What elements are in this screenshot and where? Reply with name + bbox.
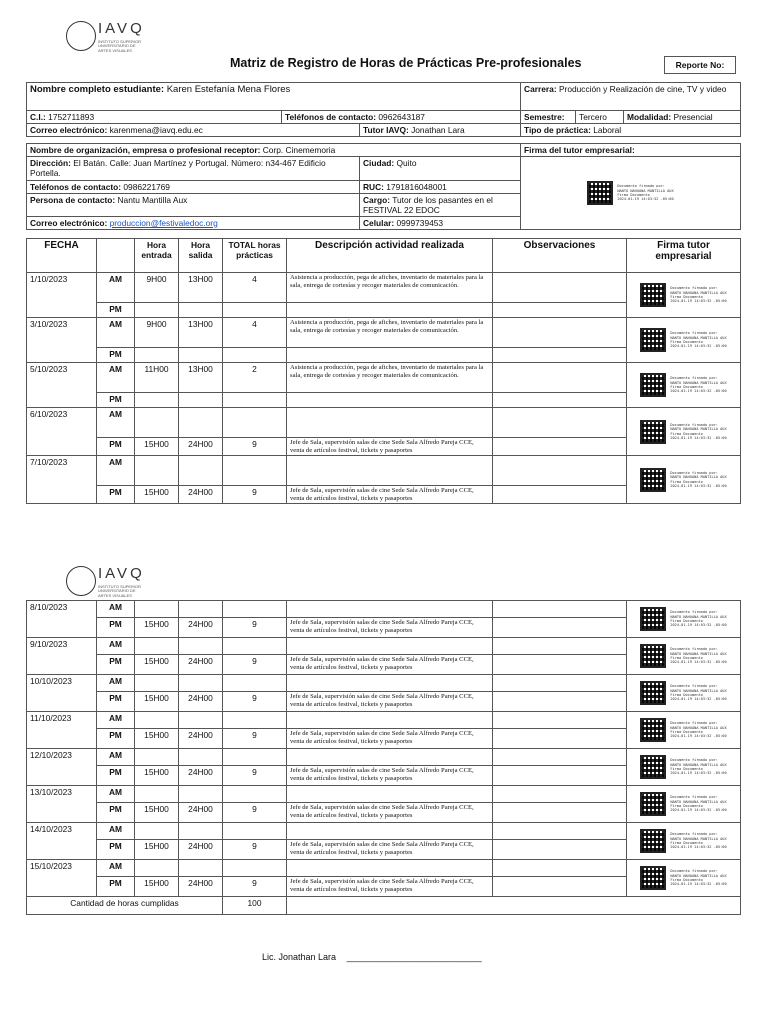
total-hours-cell: 9	[223, 692, 287, 712]
qr-code-icon	[640, 681, 666, 705]
activity-description-cell: Jefe de Sala, supervisión salas de cine Sede Sala Alfredo Pareja CCE, venta de artículos festival, tickets y pasaportes	[287, 729, 493, 749]
exit-time-cell: 24H00	[179, 692, 223, 712]
entry-time-cell: 15H00	[135, 840, 179, 860]
exit-time-cell	[179, 348, 223, 363]
date-cell: 11/10/2023	[27, 712, 97, 749]
table-row	[27, 749, 741, 766]
table-row	[27, 363, 741, 393]
total-hours-cell: 4	[223, 318, 287, 348]
period-cell: PM	[97, 348, 135, 363]
header-entrada: Hora entrada	[135, 239, 179, 273]
logo-emblem-icon	[66, 566, 96, 596]
total-hours-cell	[223, 675, 287, 692]
signature-stamp-text: Documento firmado por: NANTU NAHUANA MANTILLA AUX Firma Documento 2024-01-19 14:03:32 -05:00	[670, 610, 727, 628]
period-cell: AM	[97, 712, 135, 729]
exit-time-cell: 24H00	[179, 877, 223, 897]
total-hours-cell: 9	[223, 766, 287, 786]
digital-signature	[630, 468, 737, 492]
exit-time-cell: 13H00	[179, 318, 223, 348]
tutor-signature-cell	[627, 318, 741, 363]
tutor-signature-cell	[627, 601, 741, 638]
logo-name: IAVQ	[98, 565, 145, 582]
observations-cell	[493, 348, 627, 363]
exit-time-cell: 13H00	[179, 273, 223, 303]
exit-time-cell	[179, 456, 223, 486]
qr-code-icon	[640, 829, 666, 853]
total-hours-cell: 9	[223, 877, 287, 897]
signature-stamp-text: Documento firmado por: NANTU NAHUANA MANTILLA AUX Firma Documento 2024-01-19 14:03:32 -05:00	[670, 795, 727, 813]
student-info-table	[26, 82, 741, 137]
total-hours-cell: 2	[223, 363, 287, 393]
activity-description-cell	[287, 749, 493, 766]
total-hours-cell	[223, 408, 287, 438]
total-row	[27, 897, 741, 915]
total-hours-cell: 9	[223, 618, 287, 638]
org-address-cell: Dirección: El Batán. Calle: Juan Martínez y Portugal. Número: n34-467 Edificio Portella.	[27, 157, 360, 181]
period-cell: PM	[97, 303, 135, 318]
digital-signature	[630, 866, 737, 890]
exit-time-cell: 24H00	[179, 766, 223, 786]
entry-time-cell	[135, 786, 179, 803]
activity-description-cell: Jefe de Sala, supervisión salas de cine Sede Sala Alfredo Pareja CCE, venta de artículos festival, tickets y pasaportes	[287, 486, 493, 504]
report-no-box: Reporte No:	[664, 56, 736, 74]
semester-value: Tercero	[576, 111, 624, 124]
date-cell: 3/10/2023	[27, 318, 97, 363]
exit-time-cell	[179, 638, 223, 655]
observations-cell	[493, 655, 627, 675]
entry-time-cell: 15H00	[135, 486, 179, 504]
qr-code-icon	[640, 607, 666, 631]
entry-time-cell: 9H00	[135, 273, 179, 303]
entry-time-cell	[135, 393, 179, 408]
total-hours-value: 100	[223, 897, 287, 915]
period-cell: AM	[97, 675, 135, 692]
activity-description-cell	[287, 408, 493, 438]
observations-cell	[493, 486, 627, 504]
observations-cell	[493, 638, 627, 655]
org-city-cell: Ciudad: Quito	[360, 157, 521, 181]
total-row-filler	[287, 897, 741, 915]
entry-time-cell	[135, 638, 179, 655]
period-cell: AM	[97, 601, 135, 618]
observations-cell	[493, 618, 627, 638]
exit-time-cell: 24H00	[179, 655, 223, 675]
table-row	[27, 456, 741, 486]
total-hours-label: Cantidad de horas cumplidas	[27, 897, 223, 915]
modality-cell: Modalidad: Presencial	[624, 111, 741, 124]
period-cell: AM	[97, 363, 135, 393]
exit-time-cell	[179, 749, 223, 766]
tutor-signature-cell	[627, 363, 741, 408]
period-cell: AM	[97, 408, 135, 438]
exit-time-cell: 24H00	[179, 438, 223, 456]
qr-code-icon	[640, 328, 666, 352]
student-email-cell: Correo electrónico: karenmena@iavq.edu.ec	[27, 124, 360, 137]
signature-stamp-text: Documento firmado por: NANTU NAHUANA MANTILLA AUX Firma Documento 2024-01-19 14:03:32 -05:00	[670, 684, 727, 702]
period-cell: AM	[97, 860, 135, 877]
footer-signature-line: ___________________________	[346, 952, 482, 962]
date-cell: 15/10/2023	[27, 860, 97, 897]
entry-time-cell	[135, 348, 179, 363]
activity-description-cell: Jefe de Sala, supervisión salas de cine Sede Sala Alfredo Pareja CCE, venta de artículos festival, tickets y pasaportes	[287, 692, 493, 712]
entry-time-cell	[135, 860, 179, 877]
exit-time-cell: 24H00	[179, 618, 223, 638]
tutor-signature-cell	[627, 456, 741, 504]
total-hours-cell: 4	[223, 273, 287, 303]
activity-description-cell: Asistencia a producción, pega de afiches, inventario de materiales para la sala, entrega de cortesías y recoger materiales de comunicación.	[287, 363, 493, 393]
exit-time-cell	[179, 823, 223, 840]
exit-time-cell: 24H00	[179, 840, 223, 860]
total-hours-cell	[223, 823, 287, 840]
entry-time-cell: 15H00	[135, 877, 179, 897]
observations-cell	[493, 675, 627, 692]
period-cell: PM	[97, 393, 135, 408]
entry-time-cell	[135, 675, 179, 692]
entry-time-cell	[135, 408, 179, 438]
activity-description-cell: Jefe de Sala, supervisión salas de cine Sede Sala Alfredo Pareja CCE, venta de artículos festival, tickets y pasaportes	[287, 877, 493, 897]
total-hours-cell: 9	[223, 803, 287, 823]
logo-subtitle: INSTITUTO SUPERIOR UNIVERSITARIO DE ARTES VISUALES	[98, 39, 142, 53]
table-row	[27, 675, 741, 692]
signature-stamp-text: Documento firmado por: NANTU NAHUANA MANTILLA AUX Firma Documento 2024-01-19 14:03:32 -05:00	[670, 647, 727, 665]
header-salida: Hora salida	[179, 239, 223, 273]
period-cell: PM	[97, 729, 135, 749]
tutor-signature-cell	[627, 638, 741, 675]
header-fecha: FECHA	[27, 239, 97, 273]
entry-time-cell: 15H00	[135, 618, 179, 638]
semester-label: Semestre:	[521, 111, 576, 124]
entry-time-cell: 9H00	[135, 318, 179, 348]
tutor-cell: Tutor IAVQ: Jonathan Lara	[360, 124, 521, 137]
table-row	[27, 712, 741, 729]
digital-signature	[630, 373, 737, 397]
observations-cell	[493, 712, 627, 729]
signature-stamp-text: Documento firmado por: NANTU NAHUANA MANTILLA AUX Firma Documento 2024-01-19 14:03:32 -05:00	[670, 721, 727, 739]
footer-signature	[262, 952, 482, 962]
exit-time-cell	[179, 786, 223, 803]
signature-stamp-text: Documento firmado por: NANTU NAHUANA MANTILLA AUX Firma Documento 2024-01-19 14:03:32 -05:00	[670, 422, 727, 441]
activity-description-cell	[287, 712, 493, 729]
qr-code-icon	[640, 755, 666, 779]
digital-signature	[630, 718, 737, 742]
signature-stamp-text: Documento firmado por: NANTU NAHUANA MANTILLA AUX Firma Documento 2024-01-19 14:03:32 -05:00	[670, 869, 727, 887]
exit-time-cell	[179, 303, 223, 318]
period-cell: AM	[97, 456, 135, 486]
observations-cell	[493, 303, 627, 318]
period-cell: PM	[97, 692, 135, 712]
activity-description-cell	[287, 860, 493, 877]
qr-code-icon	[640, 283, 666, 307]
observations-cell	[493, 786, 627, 803]
entry-time-cell	[135, 303, 179, 318]
org-name-cell: Nombre de organización, empresa o profesional receptor: Corp. Cinememoria	[27, 144, 521, 157]
activity-description-cell	[287, 456, 493, 486]
exit-time-cell	[179, 601, 223, 618]
observations-cell	[493, 840, 627, 860]
observations-cell	[493, 393, 627, 408]
tutor-signature-cell	[627, 786, 741, 823]
date-cell: 5/10/2023	[27, 363, 97, 408]
footer-signer-name: Lic. Jonathan Lara	[262, 952, 337, 962]
date-cell: 10/10/2023	[27, 675, 97, 712]
observations-cell	[493, 803, 627, 823]
total-hours-cell: 9	[223, 655, 287, 675]
activity-description-cell	[287, 601, 493, 618]
table-row	[27, 823, 741, 840]
total-hours-cell	[223, 749, 287, 766]
exit-time-cell	[179, 675, 223, 692]
activity-description-cell	[287, 303, 493, 318]
signature-stamp-text: Documento firmado por: NANTU NAHUANA MANTILLA AUX Firma Documento 2024-01-19 14:03:32 -05:00	[670, 470, 727, 489]
date-cell: 13/10/2023	[27, 786, 97, 823]
total-hours-cell	[223, 638, 287, 655]
period-cell: PM	[97, 486, 135, 504]
period-cell: AM	[97, 638, 135, 655]
header-descripcion: Descripción actividad realizada	[287, 239, 493, 273]
tutor-signature-cell	[627, 823, 741, 860]
activity-description-cell: Asistencia a producción, pega de afiches, inventario de materiales para la sala, entrega de cortesías y recoger materiales de comunicación.	[287, 273, 493, 303]
activity-description-cell	[287, 823, 493, 840]
observations-cell	[493, 438, 627, 456]
observations-cell	[493, 729, 627, 749]
date-cell: 7/10/2023	[27, 456, 97, 504]
entry-time-cell	[135, 712, 179, 729]
org-email-cell: Correo electrónico: produccion@festivaledoc.org	[27, 217, 360, 230]
header-total: TOTAL horas prácticas	[223, 239, 287, 273]
observations-cell	[493, 749, 627, 766]
header-observaciones: Observaciones	[493, 239, 627, 273]
tutor-signature-cell	[627, 675, 741, 712]
table-row	[27, 408, 741, 438]
qr-code-icon	[640, 792, 666, 816]
entry-time-cell: 15H00	[135, 803, 179, 823]
activity-description-cell: Jefe de Sala, supervisión salas de cine Sede Sala Alfredo Pareja CCE, venta de artículos festival, tickets y pasaportes	[287, 840, 493, 860]
period-cell: AM	[97, 786, 135, 803]
total-hours-cell	[223, 456, 287, 486]
org-contact-cell: Persona de contacto: Nantu Mantilla Aux	[27, 194, 360, 217]
activity-description-cell: Jefe de Sala, supervisión salas de cine Sede Sala Alfredo Pareja CCE, venta de artículos festival, tickets y pasaportes	[287, 438, 493, 456]
table-row	[27, 786, 741, 803]
period-cell: PM	[97, 877, 135, 897]
tutor-signature-cell	[627, 749, 741, 786]
qr-code-icon	[640, 468, 666, 492]
observations-cell	[493, 860, 627, 877]
table-row	[27, 273, 741, 303]
digital-signature	[630, 420, 737, 444]
entry-time-cell	[135, 749, 179, 766]
student-name-cell: Nombre completo estudiante: Karen Estefanía Mena Flores	[27, 83, 521, 111]
total-hours-cell: 9	[223, 486, 287, 504]
table-row	[27, 860, 741, 877]
entry-time-cell: 15H00	[135, 729, 179, 749]
date-cell: 1/10/2023	[27, 273, 97, 318]
logo-subtitle: INSTITUTO SUPERIOR UNIVERSITARIO DE ARTES VISUALES	[98, 584, 142, 598]
entry-time-cell: 15H00	[135, 655, 179, 675]
period-cell: PM	[97, 618, 135, 638]
digital-signature	[630, 283, 737, 307]
total-hours-cell: 9	[223, 438, 287, 456]
org-signature-cell	[521, 157, 741, 230]
total-hours-cell: 9	[223, 840, 287, 860]
date-cell: 9/10/2023	[27, 638, 97, 675]
logo-emblem-icon	[66, 21, 96, 51]
period-cell: PM	[97, 655, 135, 675]
exit-time-cell	[179, 393, 223, 408]
total-hours-cell	[223, 712, 287, 729]
activity-description-cell: Jefe de Sala, supervisión salas de cine Sede Sala Alfredo Pareja CCE, venta de artículos festival, tickets y pasaportes	[287, 655, 493, 675]
period-cell: AM	[97, 273, 135, 303]
entry-time-cell	[135, 601, 179, 618]
iavq-logo	[64, 18, 144, 62]
hours-table-page2	[26, 600, 741, 915]
digital-signature	[630, 607, 737, 631]
observations-cell	[493, 408, 627, 438]
activity-description-cell: Asistencia a producción, pega de afiches, inventario de materiales para la sala, entrega de cortesías y recoger materiales de comunicación.	[287, 318, 493, 348]
exit-time-cell	[179, 712, 223, 729]
digital-signature: Documento firmado por: NANTU NAHUANA MANTILLA AUX Firma Documento 2024-01-19 14:03:32 -05:00	[524, 181, 737, 205]
entry-time-cell: 15H00	[135, 766, 179, 786]
signature-stamp-text: Documento firmado por: NANTU NAHUANA MANTILLA AUX Firma Documento 2024-01-19 14:03:32 -05:00	[670, 832, 727, 850]
doc-title: Matriz de Registro de Horas de Prácticas Pre-profesionales	[230, 56, 582, 70]
organization-table	[26, 143, 741, 230]
date-cell: 12/10/2023	[27, 749, 97, 786]
period-cell: AM	[97, 318, 135, 348]
qr-code-icon	[640, 644, 666, 668]
observations-cell	[493, 456, 627, 486]
period-cell: PM	[97, 803, 135, 823]
activity-description-cell	[287, 348, 493, 363]
exit-time-cell: 24H00	[179, 803, 223, 823]
org-sign-label: Firma del tutor empresarial:	[521, 144, 741, 157]
table-row	[27, 601, 741, 618]
exit-time-cell: 13H00	[179, 363, 223, 393]
date-cell: 8/10/2023	[27, 601, 97, 638]
total-hours-cell	[223, 601, 287, 618]
total-hours-cell	[223, 348, 287, 363]
ci-cell: C.I.: 1752711893	[27, 111, 282, 124]
total-hours-cell	[223, 786, 287, 803]
practice-type-cell: Tipo de práctica: Laboral	[521, 124, 741, 137]
total-hours-cell: 9	[223, 729, 287, 749]
total-hours-cell	[223, 393, 287, 408]
digital-signature	[630, 681, 737, 705]
digital-signature	[630, 328, 737, 352]
signature-stamp-text: Documento firmado por: NANTU NAHUANA MANTILLA AUX Firma Documento 2024-01-19 14:03:32 -05:00	[670, 376, 727, 394]
entry-time-cell: 11H00	[135, 363, 179, 393]
org-cell-cell: Celular: 0999739453	[360, 217, 521, 230]
total-hours-cell	[223, 860, 287, 877]
tutor-signature-cell	[627, 273, 741, 318]
exit-time-cell	[179, 860, 223, 877]
tutor-signature-cell	[627, 408, 741, 456]
entry-time-cell	[135, 456, 179, 486]
tutor-signature-cell	[627, 712, 741, 749]
hours-table-page1	[26, 238, 741, 504]
date-cell: 6/10/2023	[27, 408, 97, 456]
activity-description-cell	[287, 393, 493, 408]
observations-cell	[493, 363, 627, 393]
signature-stamp-text: Documento firmado por: NANTU NAHUANA MANTILLA AUX Firma Documento 2024-01-19 14:03:32 -05:00	[670, 758, 727, 776]
period-cell: AM	[97, 749, 135, 766]
tutor-signature-cell	[627, 860, 741, 897]
observations-cell	[493, 601, 627, 618]
qr-code-icon	[587, 181, 613, 205]
date-cell: 14/10/2023	[27, 823, 97, 860]
observations-cell	[493, 318, 627, 348]
entry-time-cell	[135, 823, 179, 840]
activity-description-cell: Jefe de Sala, supervisión salas de cine Sede Sala Alfredo Pareja CCE, venta de artículos festival, tickets y pasaportes	[287, 803, 493, 823]
student-phone-cell: Teléfonos de contacto: 0962643187	[282, 111, 521, 124]
qr-code-icon	[640, 866, 666, 890]
digital-signature	[630, 792, 737, 816]
activity-description-cell	[287, 786, 493, 803]
period-cell: AM	[97, 823, 135, 840]
entry-time-cell: 15H00	[135, 692, 179, 712]
org-phone-cell: Teléfonos de contacto: 0986221769	[27, 181, 360, 194]
period-cell: PM	[97, 438, 135, 456]
digital-signature	[630, 755, 737, 779]
entry-time-cell: 15H00	[135, 438, 179, 456]
activity-description-cell: Jefe de Sala, supervisión salas de cine Sede Sala Alfredo Pareja CCE, venta de artículos festival, tickets y pasaportes	[287, 766, 493, 786]
period-cell: PM	[97, 766, 135, 786]
activity-description-cell	[287, 638, 493, 655]
observations-cell	[493, 692, 627, 712]
activity-description-cell: Jefe de Sala, supervisión salas de cine Sede Sala Alfredo Pareja CCE, venta de artículos festival, tickets y pasaportes	[287, 618, 493, 638]
exit-time-cell	[179, 408, 223, 438]
qr-code-icon	[640, 718, 666, 742]
header-firma: Firma tutor empresarial	[627, 239, 741, 273]
observations-cell	[493, 823, 627, 840]
activity-description-cell	[287, 675, 493, 692]
table-row	[27, 638, 741, 655]
total-hours-cell	[223, 303, 287, 318]
digital-signature	[630, 829, 737, 853]
signature-stamp-text: Documento firmado por: NANTU NAHUANA MANTILLA AUX Firma Documento 2024-01-19 14:03:32 -05:00	[670, 331, 727, 349]
qr-code-icon	[640, 420, 666, 444]
org-email-link[interactable]: produccion@festivaledoc.org	[109, 218, 218, 228]
period-cell: PM	[97, 840, 135, 860]
org-cargo-cell: Cargo: Tutor de los pasantes en el FESTIVAL 22 EDOC	[360, 194, 521, 217]
table-row	[27, 318, 741, 348]
observations-cell	[493, 877, 627, 897]
signature-stamp-text: Documento firmado por: NANTU NAHUANA MANTILLA AUX Firma Documento 2024-01-19 14:03:32 -05:00	[670, 286, 727, 304]
observations-cell	[493, 273, 627, 303]
career-cell: Carrera: Producción y Realización de cine, TV y video	[521, 83, 741, 111]
org-ruc-cell: RUC: 1791816048001	[360, 181, 521, 194]
exit-time-cell: 24H00	[179, 729, 223, 749]
logo-name: IAVQ	[98, 20, 145, 37]
digital-signature	[630, 644, 737, 668]
exit-time-cell: 24H00	[179, 486, 223, 504]
observations-cell	[493, 766, 627, 786]
qr-code-icon	[640, 373, 666, 397]
